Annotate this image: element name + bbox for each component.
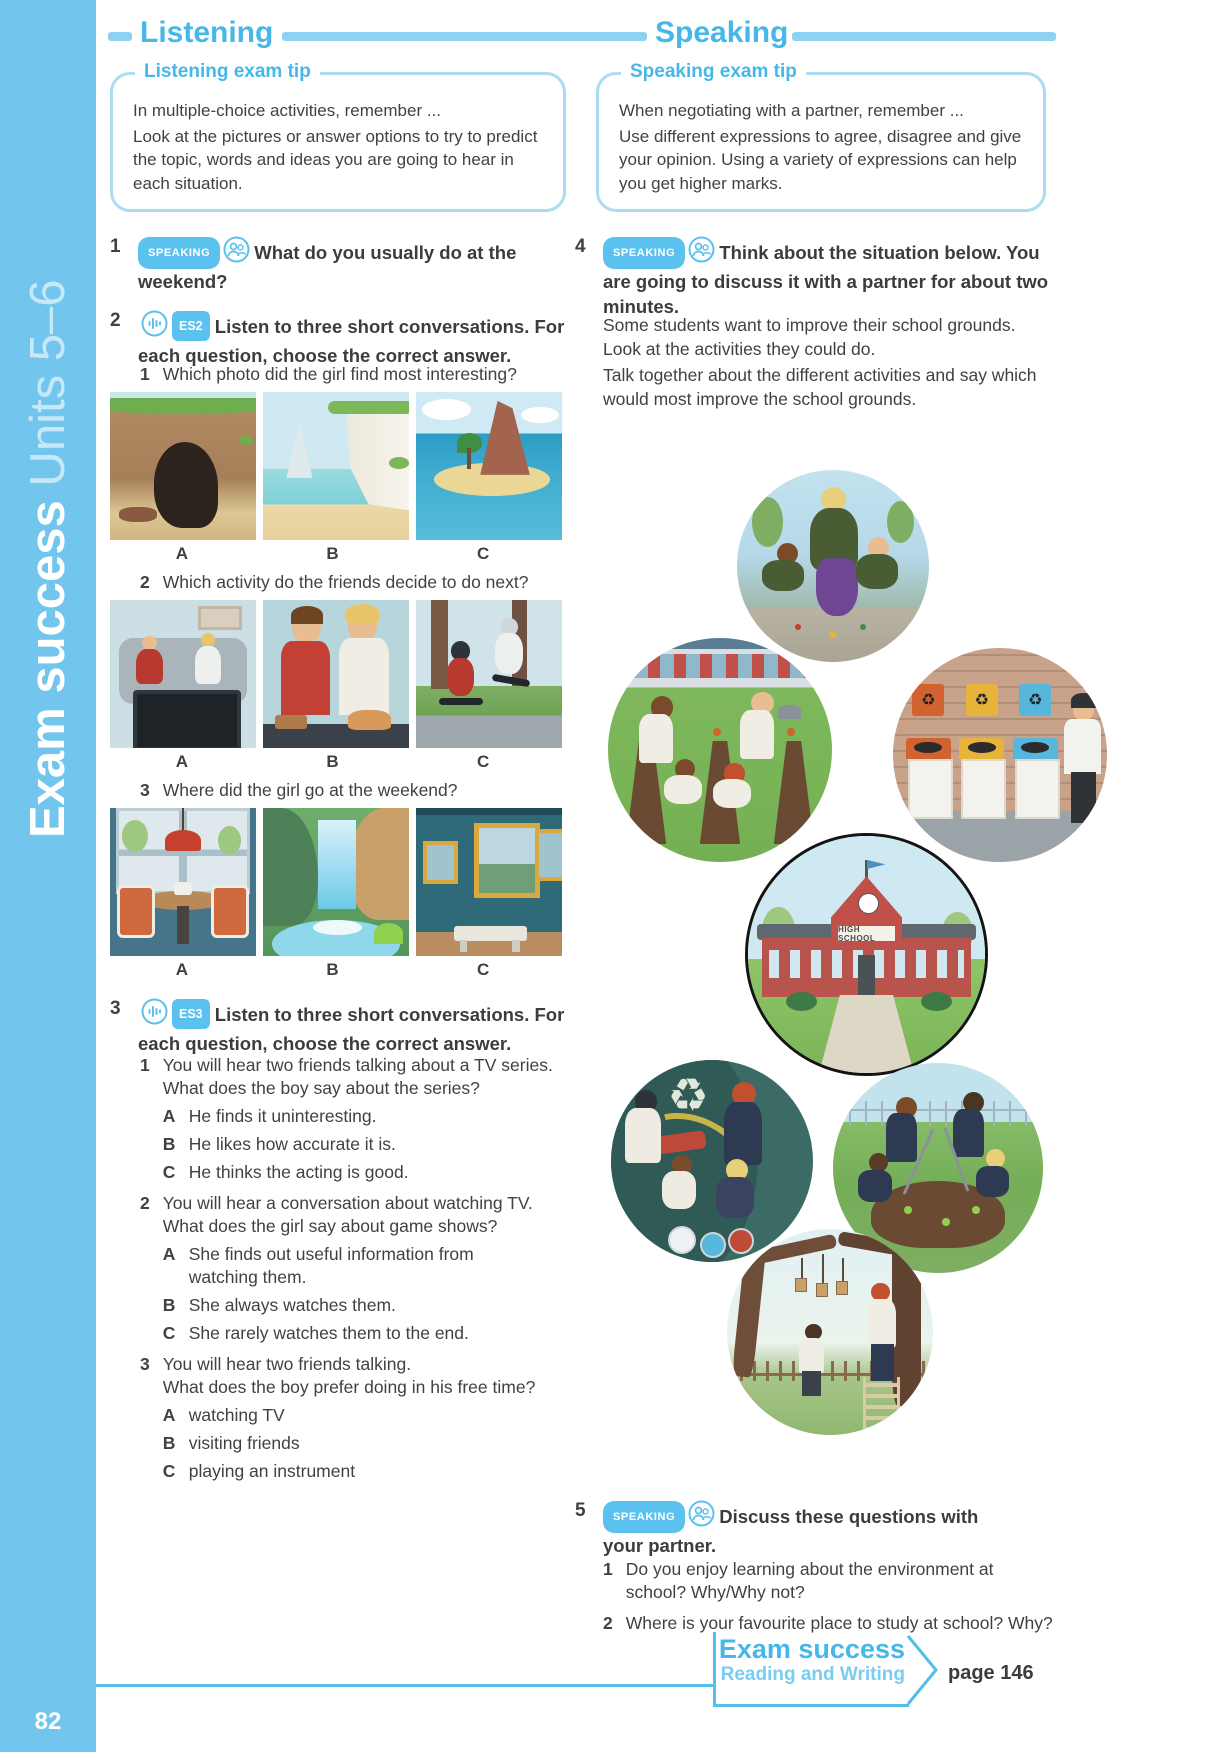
recycle-icon: ♻ bbox=[912, 684, 944, 716]
audio-icon[interactable] bbox=[141, 998, 168, 1031]
sidebar bbox=[0, 0, 96, 1752]
activity-tree-birdhouses bbox=[727, 1229, 933, 1435]
photo-row-2 bbox=[110, 600, 562, 748]
photo-cave bbox=[110, 392, 256, 540]
speaking-badge: SPEAKING bbox=[603, 1501, 685, 1533]
sidebar-title-light: Units 5–6 bbox=[21, 279, 75, 487]
label-row-3 bbox=[110, 960, 562, 980]
listening-tip-body bbox=[113, 75, 563, 195]
exam-success-link-subtitle: Reading and Writing bbox=[720, 1664, 905, 1685]
page-number: 82 bbox=[34, 1708, 62, 1735]
question-text: Which activity do the friends decide to do next? bbox=[162, 572, 529, 592]
listening-item-2 bbox=[140, 1192, 574, 1345]
option-label-c: C bbox=[477, 960, 490, 979]
answer-option: A watching TV bbox=[162, 1405, 285, 1425]
exercise-2-text: Listen to three short conversations. For each question, choose the correct answer. bbox=[138, 316, 565, 366]
question-text: Where did the girl go at the weekend? bbox=[162, 780, 458, 800]
listening-header: Listening bbox=[140, 16, 274, 49]
tip-line: Look at the pictures or answer options to try to predict the topic, words and ideas you are going to hear in each situation. bbox=[133, 126, 538, 193]
two-people-icon bbox=[688, 1500, 715, 1533]
exercise-1-text: What do you usually do at the weekend? bbox=[138, 242, 517, 292]
two-people-icon bbox=[688, 236, 715, 269]
speaking-badge: SPEAKING bbox=[603, 237, 685, 269]
option-label-c: C bbox=[477, 544, 490, 563]
photo-row-1 bbox=[110, 392, 562, 540]
speaking-badge: SPEAKING bbox=[138, 237, 220, 269]
option-label-b: B bbox=[326, 544, 339, 563]
recycle-icon: ♻ bbox=[966, 684, 998, 716]
audio-icon[interactable] bbox=[141, 310, 168, 343]
exercise-number: 3 bbox=[110, 998, 121, 1019]
school-sign: HIGH SCHOOL bbox=[838, 926, 895, 941]
question-text: Which photo did the girl find most interesting? bbox=[162, 364, 517, 384]
answer-option: C playing an instrument bbox=[162, 1461, 356, 1481]
question-number: 1 bbox=[140, 364, 150, 384]
exam-success-link[interactable] bbox=[713, 1632, 909, 1707]
exercise-4-text: Think about the situation below. You are going to discuss it with a partner for about two minutes. bbox=[603, 242, 1049, 317]
photo-island bbox=[416, 392, 562, 540]
speaking-tip-body bbox=[599, 75, 1043, 195]
answer-option: B She always watches them. bbox=[162, 1295, 396, 1315]
question-text: Do you enjoy learning about the environment at school? Why/Why not? bbox=[625, 1559, 994, 1602]
answer-option: B visiting friends bbox=[162, 1433, 300, 1453]
option-label-c: C bbox=[477, 752, 490, 771]
option-label-a: A bbox=[175, 752, 188, 771]
exercise-number: 1 bbox=[110, 236, 121, 257]
answer-option: A He finds it uninteresting. bbox=[162, 1106, 377, 1126]
exercise-5-questions bbox=[603, 1558, 1053, 1643]
exercise-3-text: Listen to three short conversations. For each question, choose the correct answer. bbox=[138, 1004, 565, 1054]
photo-watching-tv bbox=[110, 600, 256, 748]
question-1 bbox=[140, 364, 517, 385]
sidebar-title-bold: Exam success bbox=[21, 500, 75, 838]
recycle-icon: ♻ bbox=[1019, 684, 1051, 716]
exercise-5-text: Discuss these questions with your partner. bbox=[603, 1506, 979, 1556]
scenario-paragraph: Talk together about the different activities and say which would most improve the school grounds. bbox=[603, 365, 1037, 409]
listening-item-3 bbox=[140, 1353, 574, 1483]
exercise-number: 2 bbox=[110, 310, 121, 331]
sidebar-vertical-title bbox=[16, 26, 80, 838]
listening-header-dash bbox=[108, 32, 132, 41]
option-label-a: A bbox=[175, 544, 188, 563]
recycle-icon: ♻ bbox=[667, 1069, 709, 1122]
speaking-tip-box bbox=[596, 61, 1046, 212]
tip-line: In multiple-choice activities, remember ... bbox=[133, 101, 441, 120]
exercise-2 bbox=[110, 310, 570, 368]
answer-option: B He likes how accurate it is. bbox=[162, 1134, 396, 1154]
photo-cafe bbox=[110, 808, 256, 956]
activity-recycling-bins bbox=[893, 648, 1107, 862]
question-number: 2 bbox=[140, 572, 150, 592]
item-question: What does the boy say about the series? bbox=[162, 1078, 480, 1098]
listening-tip-title: Listening exam tip bbox=[135, 61, 320, 83]
option-label-b: B bbox=[326, 752, 339, 771]
activity-school-building bbox=[745, 833, 988, 1076]
item-intro: You will hear two friends talking. bbox=[162, 1354, 412, 1374]
discussion-question-1 bbox=[603, 1558, 1053, 1604]
listening-item-1 bbox=[140, 1054, 574, 1184]
footer-rule bbox=[96, 1684, 713, 1687]
speaking-header-rule bbox=[792, 32, 1056, 41]
exercise-4-scenario bbox=[603, 314, 1043, 411]
question-3 bbox=[140, 780, 458, 801]
option-label-b: B bbox=[326, 960, 339, 979]
label-row-1 bbox=[110, 544, 562, 564]
photo-art-gallery bbox=[416, 808, 562, 956]
listening-header-rule bbox=[282, 32, 647, 41]
audio-track-badge[interactable]: ES2 bbox=[172, 311, 210, 341]
item-number: 1 bbox=[140, 1055, 150, 1075]
exercise-5 bbox=[575, 1500, 1015, 1558]
question-text: Where is your favourite place to study at school? Why? bbox=[625, 1613, 1053, 1633]
label-row-2 bbox=[110, 752, 562, 772]
footer-page-ref[interactable]: page 146 bbox=[948, 1662, 1034, 1684]
exercise-number: 5 bbox=[575, 1500, 586, 1521]
photo-skateboarding bbox=[416, 600, 562, 748]
answer-option: C She rarely watches them to the end. bbox=[162, 1323, 469, 1343]
photo-waterfall bbox=[263, 808, 409, 956]
item-number: 3 bbox=[140, 1354, 150, 1374]
question-number: 2 bbox=[603, 1613, 613, 1633]
photo-eating-sandwiches bbox=[263, 600, 409, 748]
exercise-3-items bbox=[140, 1054, 574, 1491]
activity-gardening bbox=[608, 638, 832, 862]
exam-success-link-title: Exam success bbox=[718, 1634, 905, 1664]
question-number: 3 bbox=[140, 780, 150, 800]
scenario-paragraph: Some students want to improve their school grounds. Look at the activities they could do. bbox=[603, 315, 1016, 359]
item-question: What does the boy prefer doing in his free time? bbox=[162, 1377, 536, 1397]
photo-row-3 bbox=[110, 808, 562, 956]
exercise-number: 4 bbox=[575, 236, 586, 257]
tip-line: When negotiating with a partner, remember ... bbox=[619, 101, 964, 120]
chevron-right-icon bbox=[906, 1634, 940, 1711]
answer-option: A She finds out useful information from watching them. bbox=[162, 1244, 474, 1287]
answer-option: C He thinks the acting is good. bbox=[162, 1162, 409, 1182]
option-label-a: A bbox=[175, 960, 188, 979]
speaking-header: Speaking bbox=[655, 16, 789, 49]
activity-litter-picking bbox=[737, 470, 929, 662]
question-2 bbox=[140, 572, 529, 593]
audio-track-badge[interactable]: ES3 bbox=[172, 999, 210, 1029]
speaking-tip-title: Speaking exam tip bbox=[621, 61, 806, 83]
item-number: 2 bbox=[140, 1193, 150, 1213]
exercise-1 bbox=[110, 236, 560, 294]
two-people-icon bbox=[223, 236, 250, 269]
item-question: What does the girl say about game shows? bbox=[162, 1216, 498, 1236]
exercise-3 bbox=[110, 998, 572, 1056]
photo-white-cliffs bbox=[263, 392, 409, 540]
tip-line: Use different expressions to agree, disagree and give your opinion. Using a variety of expressions can help you get higher marks. bbox=[619, 126, 1022, 193]
question-number: 1 bbox=[603, 1559, 613, 1579]
listening-tip-box bbox=[110, 61, 566, 212]
item-intro: You will hear two friends talking about a TV series. bbox=[162, 1055, 553, 1075]
item-intro: You will hear a conversation about watching TV. bbox=[162, 1193, 533, 1213]
exercise-4 bbox=[575, 236, 1055, 319]
